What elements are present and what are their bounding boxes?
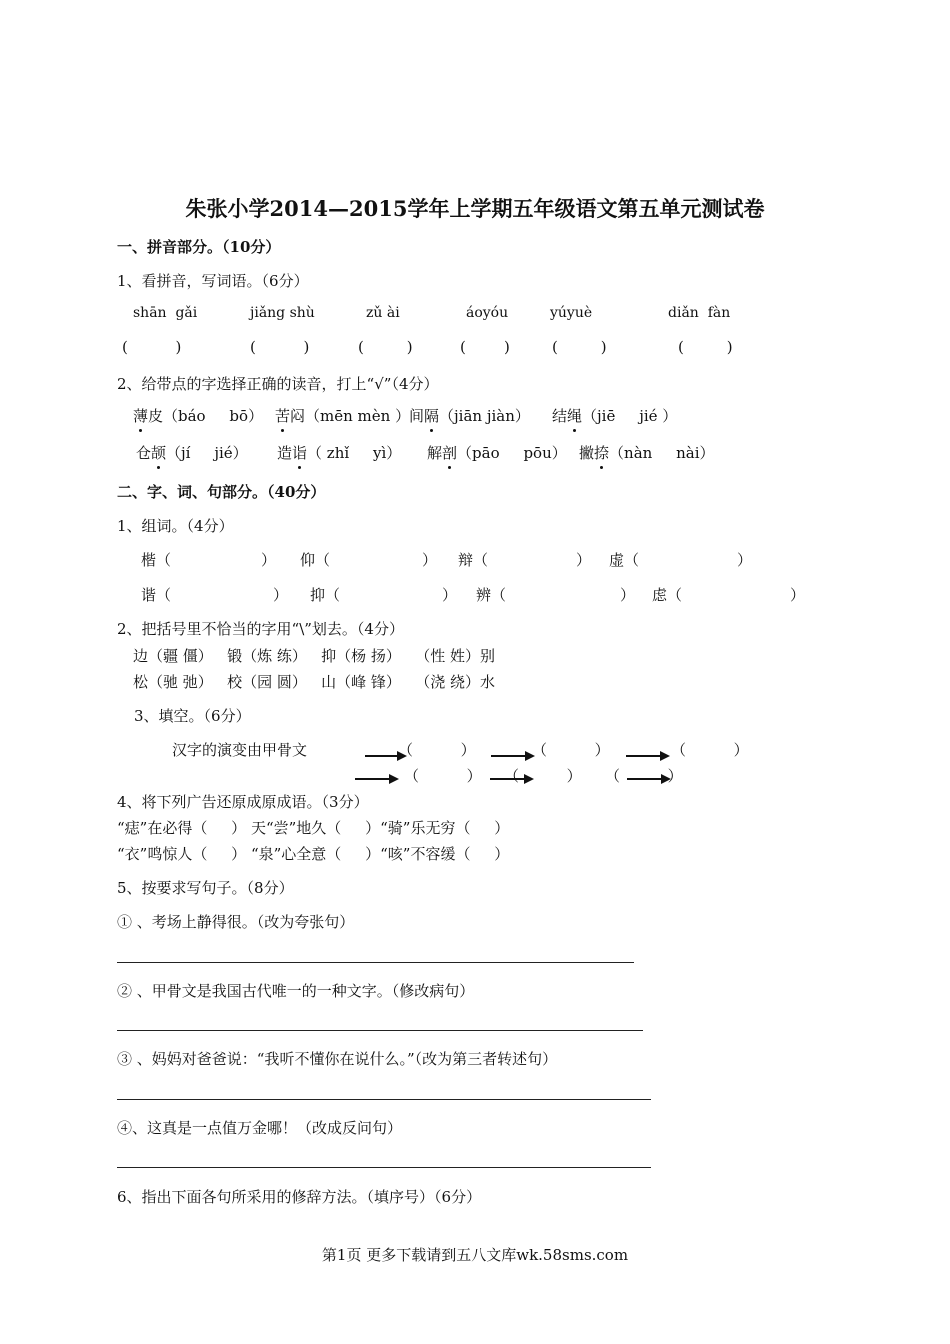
pinyin-1: shān gǎi [133,305,198,321]
blank-evo-5[interactable]: （ ） [504,767,582,785]
q1-2-label: 2、给带点的字选择正确的读音，打上“√”（4分） [117,375,439,393]
answer-blank-2[interactable]: ( ) [250,338,310,356]
section-1-heading: 一、拼音部分。（10分） [117,238,281,256]
page-footer: 第1页 更多下载请到五八文库wk.58sms.com [321,1246,629,1264]
idiom-row-2[interactable]: “衣”鸣惊人（ ） “泉”心全意（ ）“咳”不容缓（ ） [117,845,510,863]
pinyin-3: zǔ ài [366,305,400,321]
reading-item-3[interactable]: 间隔（jiān jiàn） [409,407,530,425]
word-group-6[interactable]: 抑（ ） [310,586,458,604]
blank-evo-4[interactable]: （ ） [404,767,482,785]
word-group-2[interactable]: 仰（ ） [300,551,438,569]
word-group-7[interactable]: 辨（ ） [476,586,636,604]
blank-evo-3[interactable]: （ ） [671,741,749,759]
word-group-5[interactable]: 谐（ ） [141,586,289,604]
q1-1-label: 1、看拼音，写词语。（6分） [117,272,309,290]
sentence-task-1: ① 、考场上静得很。（改为夸张句） [117,913,355,931]
blank-evo-1[interactable]: （ ） [398,741,476,759]
reading-item-8[interactable]: 撇捺（nàn nài） [579,444,715,462]
word-group-8[interactable]: 虑（ ） [652,586,806,604]
idiom-row-1[interactable]: “痣”在必得（ ） 天“尝”地久（ ）“骑”乐无穷（ ） [117,819,510,837]
pinyin-2: jiǎng shù [250,305,315,321]
answer-blank-1[interactable]: ( ) [122,338,182,356]
word-group-1[interactable]: 楷（ ） [141,551,277,569]
sentence-task-2: ② 、甲骨文是我国古代唯一的一种文字。（修改病句） [117,982,475,1000]
blank-evo-6[interactable]: （ ） [605,767,683,785]
answer-line-4[interactable] [117,1167,651,1168]
section-2-heading: 二、字、词、句部分。（40分） [117,483,326,501]
reading-item-5[interactable]: 仓颉（jí jié） [136,444,248,462]
answer-line-3[interactable] [117,1099,651,1100]
reading-item-2[interactable]: 苦闷（mēn mèn ） [275,407,411,425]
arrow-2 [491,755,533,757]
arrow-4 [355,778,397,780]
pinyin-6: diǎn fàn [668,305,731,321]
q2-5-label: 5、按要求写句子。（8分） [117,879,294,897]
reading-item-7[interactable]: 解剖（pāo pōu） [427,444,567,462]
answer-line-2[interactable] [117,1030,643,1031]
sentence-task-3: ③ 、妈妈对爸爸说：“我听不懂你在说什么。”（改为第三者转述句） [117,1050,558,1068]
reading-item-4[interactable]: 结绳（jiē jié ） [552,407,678,425]
arrow-3 [626,755,668,757]
q2-4-label: 4、将下列广告还原成原成语。（3分） [117,793,369,811]
reading-item-6[interactable]: 造诣（ zhǐ yì） [277,444,402,462]
reading-item-1[interactable]: 薄皮（báo bō） [133,407,264,425]
q2-3-label: 3、填空。（6分） [134,707,251,725]
sentence-task-4: ④、这真是一点值万金哪！（改成反问句） [117,1119,403,1137]
word-group-4[interactable]: 虚（ ） [609,551,753,569]
pinyin-4: áoyóu [466,305,509,321]
q2-2-label: 2、把括号里不恰当的字用“\”划去。（4分） [117,620,404,638]
page-title: 朱张小学2014—2015学年上学期五年级语文第五单元测试卷 [185,196,765,221]
word-group-3[interactable]: 辩（ ） [458,551,592,569]
answer-blank-6[interactable]: ( ) [678,338,733,356]
answer-blank-3[interactable]: ( ) [358,338,413,356]
answer-line-1[interactable] [117,962,634,963]
strike-row-2[interactable]: 松（驰 弛） 校（园 圆） 山（峰 锋） （浇 绕）水 [133,673,495,691]
q2-1-label: 1、组词。（4分） [117,517,234,535]
q2-6-label: 6、指出下面各句所采用的修辞方法。（填序号）（6分） [117,1188,482,1206]
pinyin-5: yúyuè [550,305,593,321]
strike-row-1[interactable]: 边（疆 僵） 锻（炼 练） 抑（杨 扬） （性 姓）别 [133,647,495,665]
evolution-text: 汉字的演变由甲骨文 [172,741,308,759]
blank-evo-2[interactable]: （ ） [532,741,610,759]
answer-blank-4[interactable]: ( ) [460,338,510,356]
answer-blank-5[interactable]: ( ) [552,338,607,356]
